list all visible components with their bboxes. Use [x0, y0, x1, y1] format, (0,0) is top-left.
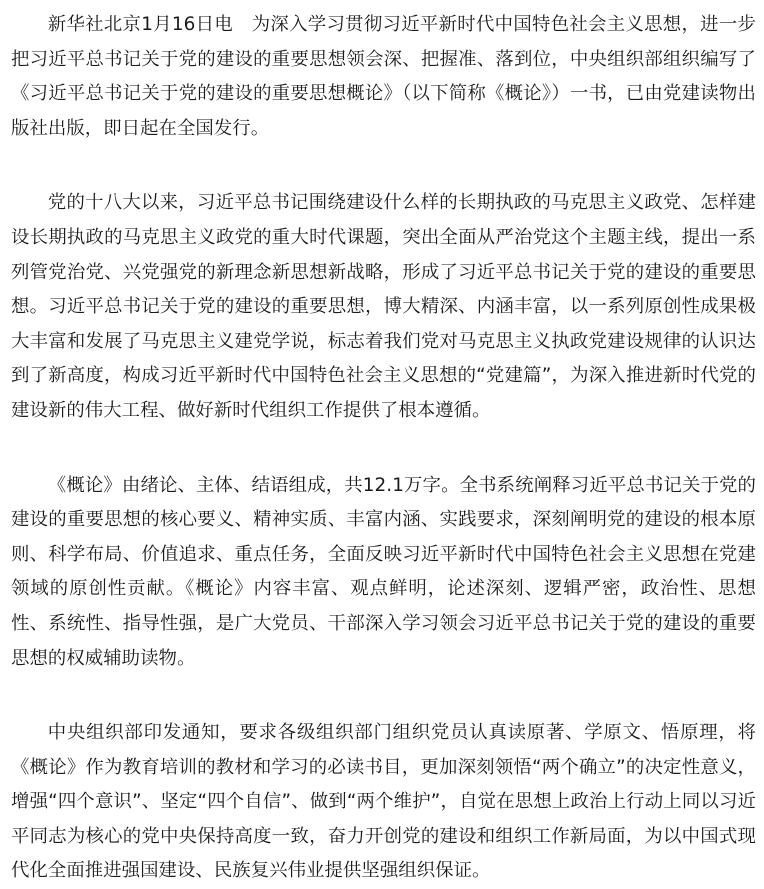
article-paragraph-4: 中央组织部印发通知，要求各级组织部门组织党员认真读原著、学原文、悟原理，将《概论》作为教育培训的教材和学习的必读书目，更加深刻领悟“两个确立”的决定性意义，增强“四个意识”、坚定“四个自信”、做到“两个维护”，自觉在思想上政治上行动上同以习近平同志为核心的党中央保持高度一致，奋力开创党的建设和组织工作新局面，为以中国式现代化全面推进强国建设、民族复兴伟业提供坚强组织保证。 — [11, 722, 756, 882]
article-paragraph-2: 党的十八大以来，习近平总书记围绕建设什么样的长期执政的马克思主义政党、怎样建设长期执政的马克思主义政党的重大时代课题，突出全面从严治党这个主题主线，提出一系列管党治党、兴党强党的新理念新思想新战略，形成了习近平总书记关于党的建设的重要思想。习近平总书记关于党的建设的重要思想，博大精深、内涵丰富，以一系列原创性成果极大丰富和发展了马克思主义建党学说，标志着我们党对马克思主义执政党建设规律的认识达到了新高度，构成习近平新时代中国特色社会主义思想的“党建篇”，为深入推进新时代党的建设新的伟大工程、做好新时代组织工作提供了根本遵循。 — [11, 192, 756, 421]
article-paragraph-3: 《概论》由绪论、主体、结语组成，共12.1万字。全书系统阐释习近平总书记关于党的建设的重要思想的核心要义、精神实质、丰富内涵、实践要求，深刻阐明党的建设的根本原则、科学布局、价值追求、重点任务，全面反映习近平新时代中国特色社会主义思想在党建领域的原创性贡献。《概论》内容丰富、观点鲜明，论述深刻、逻辑严密，政治性、思想性、系统性、指导性强，是广大党员、干部深入学习领会习近平总书记关于党的建设的重要思想的权威辅助读物。 — [11, 474, 756, 669]
article-paragraph-1: 新华社北京1月16日电 为深入学习贯彻习近平新时代中国特色社会主义思想，进一步把习近平总书记关于党的建设的重要思想领会深、把握准、落到位，中央组织部组织编写了《习近平总书记关于党的建设的重要思想概论》（以下简称《概论》）一书，已由党建读物出版社出版，即日起在全国发行。 — [11, 14, 756, 139]
